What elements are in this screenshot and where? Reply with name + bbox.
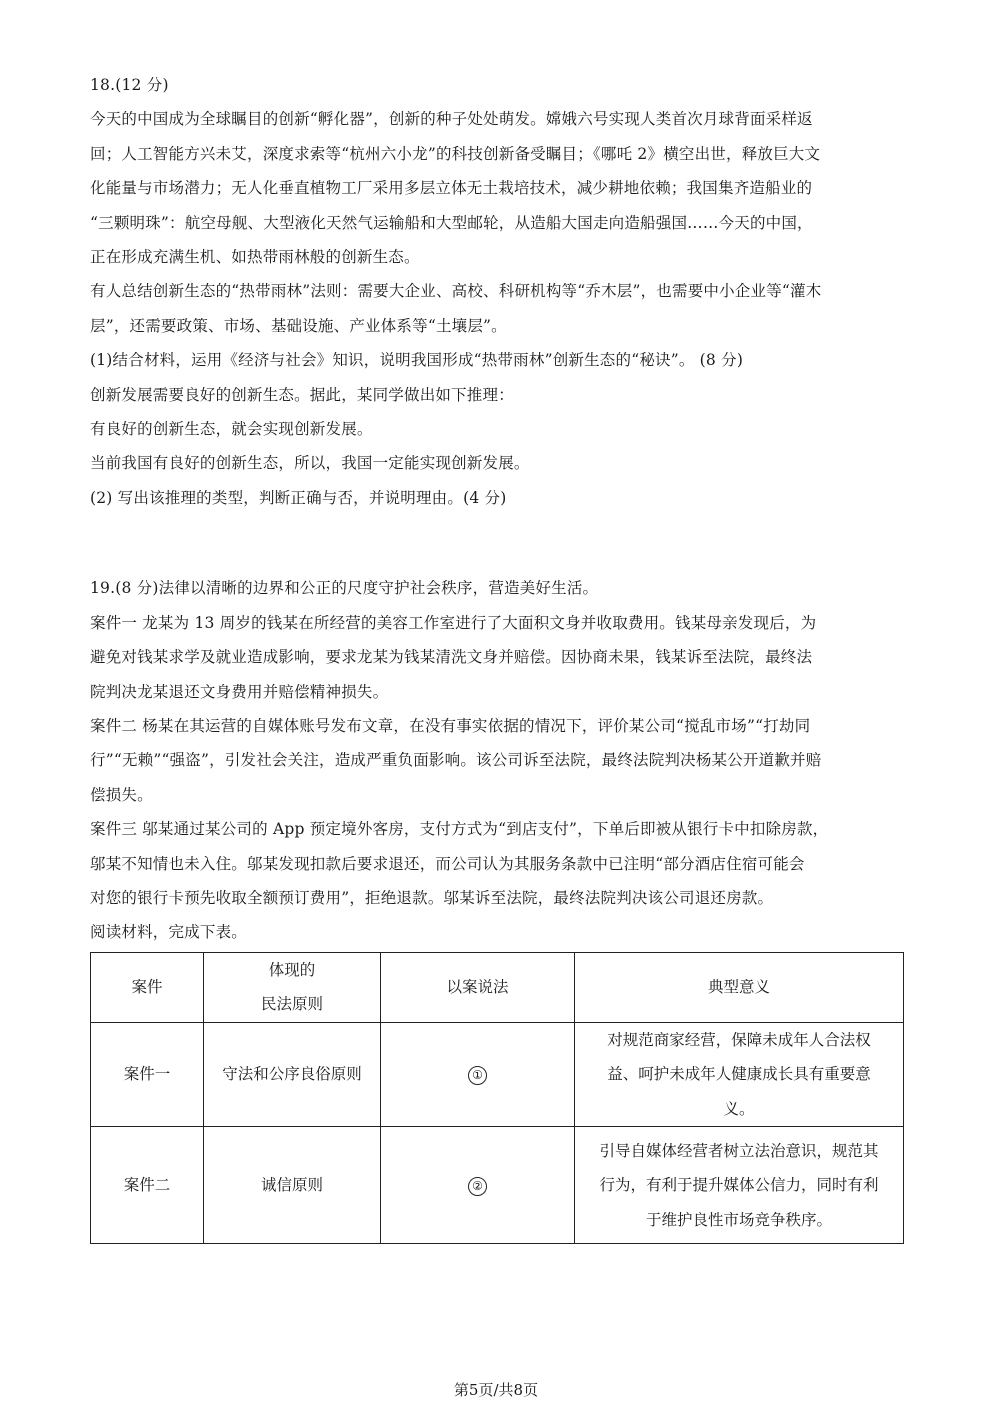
page-number: 第5页/共8页 [453, 1381, 539, 1399]
q19-case3-line3: 对您的银行卡预先收取全额预订费用”，拒绝退款。邬某诉至法院，最终法院判决该公司退还房款。 [90, 888, 774, 907]
header-case: 案件 [91, 952, 204, 1022]
q19-title: 19.(8 分)法律以清晰的边界和公正的尺度守护社会秩序，营造美好生活。 [90, 579, 599, 598]
q19-case2-line3: 偿损失。 [90, 785, 153, 804]
row2-meaning [575, 1127, 904, 1244]
row2-principle: 诚信原则 [204, 1127, 381, 1244]
row1-meaning-line3: 义。 [723, 1099, 755, 1118]
q19-instruction: 阅读材料，完成下表。 [90, 923, 248, 942]
row1-meaning-line1: 对规范商家经营，保障未成年人合法权 [607, 1030, 871, 1049]
q18-subquestion-1: (1)结合材料，运用《经济与社会》知识，说明我国形成“热带雨林”创新生态的“秘诀”。 (8 分) [90, 351, 744, 370]
q18-premise-2: 当前我国有良好的创新生态，所以，我国一定能实现创新发展。 [90, 454, 530, 473]
q18-para2-line1: 有人总结创新生态的“热带雨林”法则：需要大企业、高校、科研机构等“乔木层”，也需要中小企业等“灌木 [90, 282, 822, 301]
q19-case2-line2: 行”“无赖”“强盗”，引发社会关注，造成严重负面影响。该公司诉至法院，最终法院判决杨某公开道歉并赔 [90, 751, 822, 770]
header-explanation: 以案说法 [381, 952, 575, 1022]
page-content [90, 68, 902, 1244]
q18-para1-line4: “三颗明珠”：航空母舰、大型液化天然气运输船和大型邮轮，从造船大国走向造船强国……今天的中国， [90, 213, 813, 232]
blank-marker-1: ① [468, 1066, 487, 1085]
row2-blank-cell[interactable] [381, 1127, 575, 1244]
row1-meaning [575, 1022, 904, 1127]
q19-case2-line1: 案件二 杨某在其运营的自媒体账号发布文章，在没有事实依据的情况下，评价某公司“搅乱市场”“打劫同 [90, 716, 811, 735]
table-header-row [91, 952, 904, 1022]
q18-subquestion-2: (2) 写出该推理的类型，判断正确与否，并说明理由。(4 分) [90, 488, 507, 507]
q19-case1-line2: 避免对钱某求学及就业造成影响，要求龙某为钱某清洗文身并赔偿。因协商未果，钱某诉至法院，最终法 [90, 648, 813, 667]
answer-space [90, 515, 902, 571]
header-significance: 典型意义 [575, 952, 904, 1022]
row1-case: 案件一 [91, 1022, 204, 1127]
row1-blank-cell[interactable] [381, 1022, 575, 1127]
table-row [91, 1127, 904, 1244]
table-row [91, 1022, 904, 1127]
q19-case3-line2: 邬某不知情也未入住。邬某发现扣款后要求退还，而公司认为其服务条款中已注明“部分酒店住宿可能会 [90, 854, 805, 873]
q19-case3-line1: 案件三 邬某通过某公司的 App 预定境外客房，支付方式为“到店支付”，下单后即被从银行卡中扣除房款， [90, 820, 829, 839]
q18-para1-line5: 正在形成充满生机、如热带雨林般的创新生态。 [90, 248, 420, 267]
row2-meaning-line3: 于维护良性市场竞争秩序。 [645, 1210, 832, 1229]
q18-para1-line2: 回；人工智能方兴未艾，深度求索等“杭州六小龙”的科技创新备受瞩目；《哪吒 2》横空出世，释放巨大文 [90, 144, 821, 163]
header-principle [204, 952, 381, 1022]
row2-case: 案件二 [91, 1127, 204, 1244]
q18-para1-line3: 化能量与市场潜力；无人化垂直植物工厂采用多层立体无土栽培技术，减少耕地依赖；我国集齐造船业的 [90, 179, 813, 198]
row1-principle: 守法和公序良俗原则 [204, 1022, 381, 1127]
header-principle-line1: 体现的 [268, 960, 316, 979]
q18-title: 18.(12 分) [90, 76, 169, 94]
row2-meaning-line1: 引导自媒体经营者树立法治意识，规范其 [599, 1141, 879, 1160]
answer-table [90, 952, 904, 1245]
row1-meaning-line2: 益、呵护未成年人健康成长具有重要意 [607, 1065, 871, 1084]
q18-premise-1: 有良好的创新生态，就会实现创新发展。 [90, 420, 373, 439]
row2-meaning-line2: 行为，有利于提升媒体公信力，同时有利 [599, 1176, 879, 1194]
header-principle-line2: 民法原则 [260, 995, 323, 1014]
q18-para1-line1: 今天的中国成为全球瞩目的创新“孵化器”，创新的种子处处萌发。嫦娥六号实现人类首次月球背面采样返 [90, 110, 813, 129]
q18-para2-line2: 层”，还需要政策、市场、基础设施、产业体系等“土壤层”。 [90, 316, 507, 335]
q18-intro: 创新发展需要良好的创新生态。据此，某同学做出如下推理： [90, 385, 514, 404]
q19-case1-line1: 案件一 龙某为 13 周岁的钱某在所经营的美容工作室进行了大面积文身并收取费用。钱某母亲发现后，为 [90, 613, 817, 632]
q19-case1-line3: 院判决龙某退还文身费用并赔偿精神损失。 [90, 682, 389, 701]
blank-marker-2: ② [468, 1177, 487, 1196]
